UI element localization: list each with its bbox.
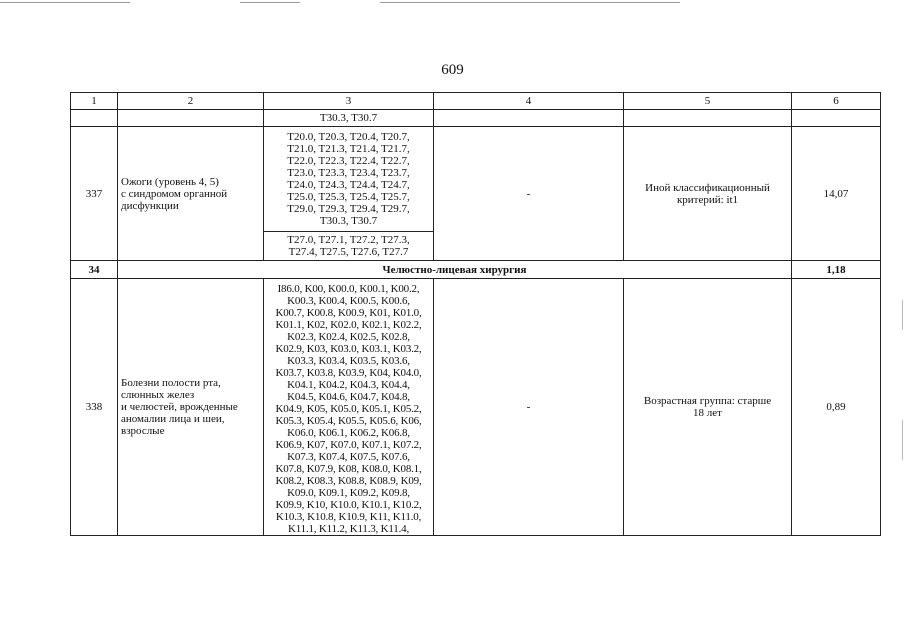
row-name-337: Ожоги (уровень 4, 5) с синдромом органной дисфункции (118, 127, 264, 261)
section-number-34: 34 (71, 261, 118, 279)
section-coef-34: 1,18 (792, 261, 881, 279)
row-codes-337-b: T27.0, T27.1, T27.2, T27.3, T27.4, T27.5, T27.6, T27.7 (264, 232, 434, 261)
row-codes-338: I86.0, K00, K00.0, K00.1, K00.2, K00.3, K00.4, K00.5, K00.6, K00.7, K00.8, K00.9, K01, K01.0, K01.1, K02, K02.0, K02.1, K02.2, K02.3, K02.4, K02.5, K02.8, K02.9, K03, K03.0, K03.1, K03.2, K03.3, K03.4, K03.5, K03.6, K03.7, K03.8, K03.9, K04, K04.0, K04.1, K04.2, K04.3, K04.4, K04.5, K04.6, K04.7, K04.8, K04.9, K05, K05.0, K05.1, K05.2, K05.3, K05.4, K05.5, K05.6, K06, K06.0, K06.1, K06.2, K06.8, K06.9, K07, K07.0, K07.1, K07.2, K07.3, K07.4, K07.5, K07.6, K07.8, K07.9, K08, K08.0, K08.1, K08.2, K08.3, K08.8, K08.9, K09, K09.0, K09.1, K09.2, K09.8, K09.9, K10, K10.0, K10.1, K10.2, K10.3, K10.8, K10.9, K11, K11.0, K11.1, K11.2, K11.3, K11.4, (264, 279, 434, 536)
row-criteria-338: Возрастная группа: старше 18 лет (624, 279, 792, 536)
row-col4-337: - (434, 127, 624, 261)
table-row-338 (71, 279, 881, 536)
row-coef-338: 0,89 (792, 279, 881, 536)
cont-empty-2 (118, 110, 264, 127)
scan-line-left (0, 2, 130, 3)
header-cell-1: 1 (71, 93, 118, 110)
row-col4-338: - (434, 279, 624, 536)
header-cell-4: 4 (434, 93, 624, 110)
header-cell-5: 5 (624, 93, 792, 110)
row-number-338: 338 (71, 279, 118, 536)
header-cell-2: 2 (118, 93, 264, 110)
page-number: 609 (441, 62, 464, 78)
row-coef-337: 14,07 (792, 127, 881, 261)
cont-empty-1 (71, 110, 118, 127)
cont-empty-5 (624, 110, 792, 127)
classification-table (70, 92, 881, 536)
cont-codes: T30.3, T30.7 (264, 110, 434, 127)
cont-empty-6 (792, 110, 881, 127)
row-criteria-337: Иной классификационный критерий: it1 (624, 127, 792, 261)
table-row-continuation (71, 110, 881, 127)
header-cell-6: 6 (792, 93, 881, 110)
scan-line-middle (240, 2, 300, 3)
section-row-34 (71, 261, 881, 279)
scan-line-right (380, 2, 680, 3)
row-codes-337-a: T20.0, T20.3, T20.4, T20.7, T21.0, T21.3, T21.4, T21.7, T22.0, T22.3, T22.4, T22.7, T23.0, T23.3, T23.4, T23.7, T24.0, T24.3, T24.4, T24.7, T25.0, T25.3, T25.4, T25.7, T29.0, T29.3, T29.4, T29.7, T30.3, T30.7 (264, 127, 434, 232)
table-row-337 (71, 127, 881, 232)
row-name-338: Болезни полости рта, слюнных желез и челюстей, врожденные аномалии лица и шеи, взрослые (118, 279, 264, 536)
row-number-337: 337 (71, 127, 118, 261)
scan-edge-mark-2 (902, 420, 903, 460)
section-title-34: Челюстно-лицевая хирургия (118, 261, 792, 279)
header-cell-3: 3 (264, 93, 434, 110)
cont-empty-4 (434, 110, 624, 127)
header-row (71, 93, 881, 110)
scan-edge-mark-1 (902, 300, 903, 330)
